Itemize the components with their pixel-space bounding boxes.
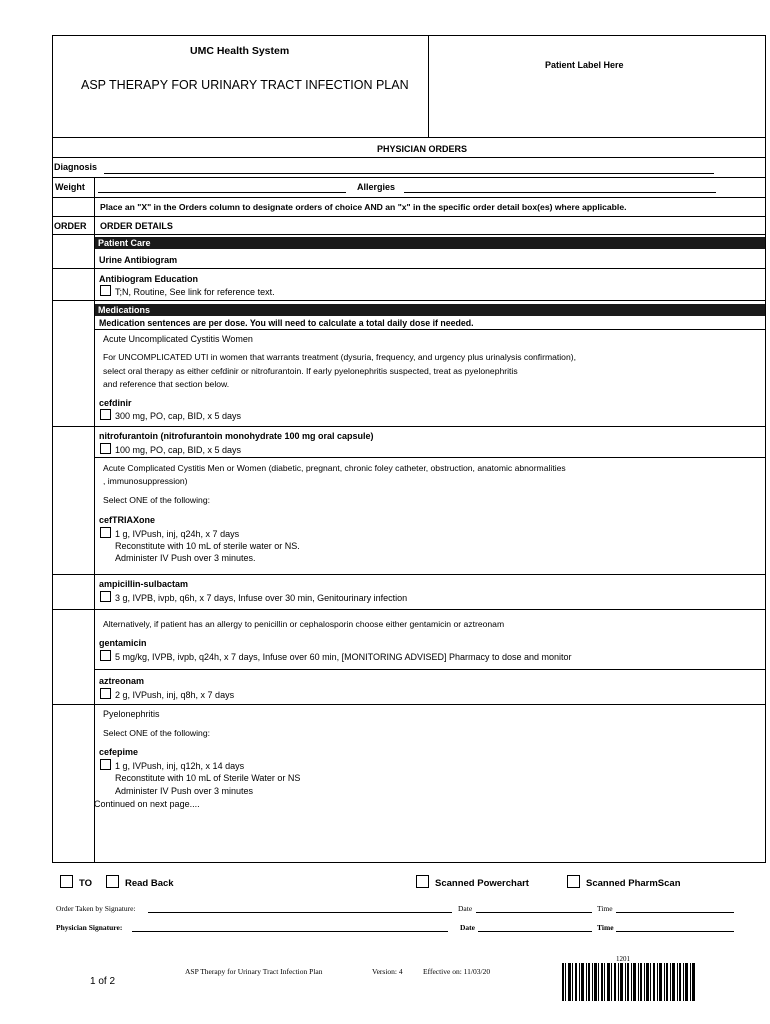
continued-note: Continued on next page.... xyxy=(94,799,200,809)
ceftriaxone-title: cefTRIAXone xyxy=(99,515,156,525)
org-name: UMC Health System xyxy=(190,45,290,57)
document-title: ASP Therapy for Urinary Tract Infection Plan xyxy=(185,967,323,976)
read-back-checkbox[interactable] xyxy=(106,875,119,888)
physician-time-field[interactable] xyxy=(616,931,734,932)
select-one-label-2: Select ONE of the following: xyxy=(103,728,210,738)
order-details-column-header: ORDER DETAILS xyxy=(100,221,173,231)
aztreonam-option: 2 g, IVPush, inj, q8h, x 7 days xyxy=(100,688,234,700)
order-taken-date-label: Date xyxy=(458,904,473,913)
nitrofurantoin-checkbox[interactable] xyxy=(100,443,111,454)
cefepime-title: cefepime xyxy=(99,747,139,757)
barcode xyxy=(562,963,695,1001)
page-title: ASP THERAPY FOR URINARY TRACT INFECTION PLAN xyxy=(81,78,409,92)
cefepime-checkbox[interactable] xyxy=(100,759,111,770)
cefepime-note-2: Administer IV Push over 3 minutes xyxy=(115,786,254,796)
scanned-pharmscan-option: Scanned PharmScan xyxy=(567,875,681,889)
physician-date-label: Date xyxy=(460,923,475,932)
order-taken-time-label: Time xyxy=(597,904,613,913)
uncomplicated-text-3: and reference that section below. xyxy=(103,379,230,389)
complicated-text-1: Acute Complicated Cystitis Men or Women (diabetic, pregnant, chronic foley catheter, obstruction, anatomic abnormalities xyxy=(103,463,566,473)
gentamicin-option: 5 mg/kg, IVPB, ivpb, q24h, x 7 days, Infuse over 60 min, [MONITORING ADVISED] Pharmacy to dose and monitor xyxy=(100,650,572,662)
ampicillin-sulbactam-checkbox[interactable] xyxy=(100,591,111,602)
antibiogram-education: Antibiogram Education xyxy=(99,274,198,284)
scanned-powerchart-checkbox[interactable] xyxy=(416,875,429,888)
barcode-number: 1201 xyxy=(616,955,630,963)
physician-signature-label: Physician Signature: xyxy=(56,923,123,932)
uncomplicated-text-1: For UNCOMPLICATED UTI in women that warrants treatment (dysuria, frequency, and urgency plus urinalysis confirmation), xyxy=(103,352,576,362)
physician-date-field[interactable] xyxy=(478,931,592,932)
page-number: 1 of 2 xyxy=(90,976,116,987)
aztreonam-title: aztreonam xyxy=(99,676,145,686)
diagnosis-field[interactable] xyxy=(104,173,714,174)
scanned-pharmscan-checkbox[interactable] xyxy=(567,875,580,888)
medications-note: Medication sentences are per dose. You will need to calculate a total daily dose if needed. xyxy=(99,318,474,328)
pyelonephritis-title: Pyelonephritis xyxy=(103,709,160,719)
aztreonam-checkbox[interactable] xyxy=(100,688,111,699)
gentamicin-checkbox[interactable] xyxy=(100,650,111,661)
nitrofurantoin-title: nitrofurantoin (nitrofurantoin monohydrate 100 mg oral capsule) xyxy=(99,431,374,441)
nitrofurantoin-option: 100 mg, PO, cap, BID, x 5 days xyxy=(100,443,241,455)
patient-care-header: Patient Care xyxy=(95,237,765,249)
diagnosis-label: Diagnosis xyxy=(54,162,98,172)
ampicillin-sulbactam-title: ampicillin-sulbactam xyxy=(99,579,189,589)
cefdinir-option: 300 mg, PO, cap, BID, x 5 days xyxy=(100,409,241,421)
order-taken-time-field[interactable] xyxy=(616,912,734,913)
weight-label: Weight xyxy=(55,182,85,192)
medications-header: Medications xyxy=(95,304,765,316)
effective-date: Effective on: 11/03/20 xyxy=(423,967,491,976)
to-checkbox[interactable] xyxy=(60,875,73,888)
order-taken-signature-field[interactable] xyxy=(148,912,452,913)
ceftriaxone-note-1: Reconstitute with 10 mL of sterile water or NS. xyxy=(115,541,300,551)
ceftriaxone-note-2: Administer IV Push over 3 minutes. xyxy=(115,553,256,563)
uncomplicated-title: Acute Uncomplicated Cystitis Women xyxy=(103,334,253,344)
order-taken-label: Order Taken by Signature: xyxy=(56,904,136,913)
to-option: TO xyxy=(60,875,92,889)
ceftriaxone-option: 1 g, IVPush, inj, q24h, x 7 days xyxy=(100,527,239,539)
uncomplicated-text-2: select oral therapy as either cefdinir or nitrofurantoin. If early pyelonephritis suspected, treat as pyelonephritis xyxy=(103,366,518,376)
instructions: Place an "X" in the Orders column to designate orders of choice AND an "x" in the specific order detail box(es) where applicable. xyxy=(100,202,627,212)
antibiogram-checkbox[interactable] xyxy=(100,285,111,296)
ceftriaxone-checkbox[interactable] xyxy=(100,527,111,538)
cefdinir-title: cefdinir xyxy=(99,398,132,408)
scanned-powerchart-option: Scanned Powerchart xyxy=(416,875,529,889)
order-taken-date-field[interactable] xyxy=(476,912,592,913)
allergies-label: Allergies xyxy=(357,182,396,192)
cefepime-note-1: Reconstitute with 10 mL of Sterile Water or NS xyxy=(115,773,301,783)
complicated-text-2: , immunosuppression) xyxy=(103,476,188,486)
urine-antibiogram: Urine Antibiogram xyxy=(99,255,178,265)
select-one-label: Select ONE of the following: xyxy=(103,495,210,505)
gentamicin-title: gentamicin xyxy=(99,638,147,648)
antibiogram-option: T;N, Routine, See link for reference text. xyxy=(100,285,275,297)
section-title: PHYSICIAN ORDERS xyxy=(377,144,468,154)
physician-signature-field[interactable] xyxy=(132,931,448,932)
cefepime-option: 1 g, IVPush, inj, q12h, x 14 days xyxy=(100,759,244,771)
patient-label: Patient Label Here xyxy=(545,60,624,70)
ampicillin-sulbactam-option: 3 g, IVPB, ivpb, q6h, x 7 days, Infuse over 30 min, Genitourinary infection xyxy=(100,591,407,603)
weight-field[interactable] xyxy=(98,192,346,193)
read-back-option: Read Back xyxy=(106,875,174,889)
alternative-text: Alternatively, if patient has an allergy to penicillin or cephalosporin choose either gentamicin or aztreonam xyxy=(103,619,505,629)
physician-time-label: Time xyxy=(597,923,614,932)
cefdinir-checkbox[interactable] xyxy=(100,409,111,420)
order-column-header: ORDER xyxy=(54,221,87,231)
allergies-field[interactable] xyxy=(404,192,716,193)
version: Version: 4 xyxy=(372,967,403,976)
